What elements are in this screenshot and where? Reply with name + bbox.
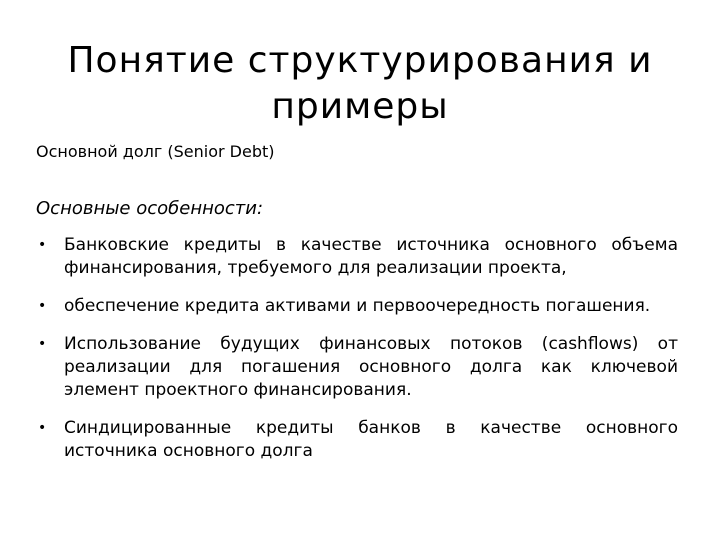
bullet-item xyxy=(36,295,678,318)
bullet-text: Использование будущих финансовых потоков (cashflows) от реализации для погашения основного долга как ключевой элемент проектного финансирования. xyxy=(64,334,678,400)
bullet-item xyxy=(36,417,678,463)
bullet-dot-icon: • xyxy=(38,420,47,436)
bullet-dot-icon: • xyxy=(38,237,47,253)
bullet-text: Синдицированные кредиты банков в качестве основного источника основного долга xyxy=(64,418,678,461)
bullet-dot-icon: • xyxy=(38,298,47,314)
features-heading: Основные особенности: xyxy=(36,198,264,219)
bullet-text: обеспечение кредита активами и первоочередность погашения. xyxy=(64,296,651,316)
bullet-list xyxy=(36,234,678,478)
slide-title: Понятие структурирования и примеры xyxy=(67,40,653,127)
bullet-dot-icon: • xyxy=(38,336,47,352)
bullet-text: Банковские кредиты в качестве источника основного объема финансирования, требуемого для реализации проекта, xyxy=(64,235,678,278)
bullet-item xyxy=(36,234,678,280)
slide-subtitle: Основной долг (Senior Debt) xyxy=(36,142,275,161)
bullet-item xyxy=(36,333,678,402)
